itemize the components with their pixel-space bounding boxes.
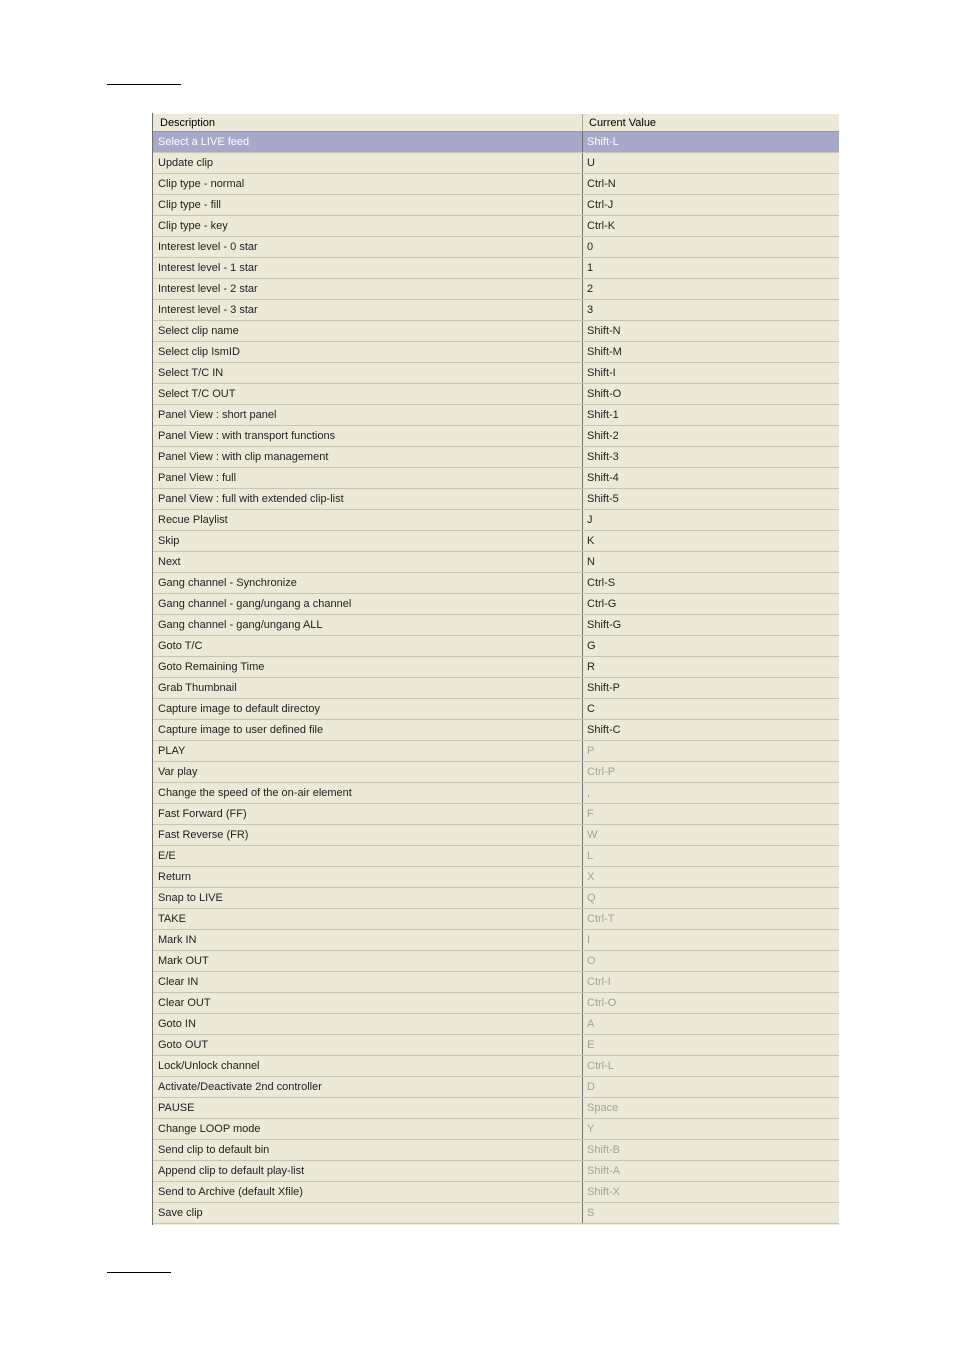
row-description: Fast Reverse (FR) bbox=[153, 825, 583, 845]
row-description: Goto OUT bbox=[153, 1035, 583, 1055]
table-row[interactable] bbox=[153, 615, 839, 636]
table-row[interactable] bbox=[153, 426, 839, 447]
row-description: Capture image to user defined file bbox=[153, 720, 583, 740]
row-current-value[interactable]: Y bbox=[587, 1123, 595, 1135]
table-row[interactable] bbox=[153, 657, 839, 678]
row-current-value[interactable]: L bbox=[587, 850, 594, 862]
table-row[interactable] bbox=[153, 1140, 839, 1161]
table-row[interactable] bbox=[153, 531, 839, 552]
table-row[interactable] bbox=[153, 1056, 839, 1077]
row-current-value[interactable]: , bbox=[587, 787, 591, 799]
row-current-value[interactable]: Shift-C bbox=[587, 724, 621, 736]
table-row[interactable] bbox=[153, 573, 839, 594]
table-row[interactable] bbox=[153, 447, 839, 468]
row-description: Goto Remaining Time bbox=[153, 657, 583, 677]
row-description: Var play bbox=[153, 762, 583, 782]
row-description: Capture image to default directoy bbox=[153, 699, 583, 719]
row-current-value[interactable]: Shift-A bbox=[587, 1165, 621, 1177]
table-row[interactable] bbox=[153, 699, 839, 720]
table-row[interactable] bbox=[153, 762, 839, 783]
row-description: Snap to LIVE bbox=[153, 888, 583, 908]
table-row[interactable] bbox=[153, 174, 839, 195]
shortcut-grid bbox=[152, 113, 839, 1225]
table-row[interactable] bbox=[153, 552, 839, 573]
row-description: Mark IN bbox=[153, 930, 583, 950]
row-description: Recue Playlist bbox=[153, 510, 583, 530]
row-current-value[interactable]: X bbox=[587, 871, 595, 883]
table-row[interactable] bbox=[153, 258, 839, 279]
row-description: Send clip to default bin bbox=[153, 1140, 583, 1160]
row-description: Gang channel - Synchronize bbox=[153, 573, 583, 593]
row-description: Activate/Deactivate 2nd controller bbox=[153, 1077, 583, 1097]
row-current-value[interactable]: Shift-1 bbox=[587, 409, 619, 421]
row-current-value[interactable]: Shift-N bbox=[587, 325, 621, 337]
row-current-value[interactable]: C bbox=[587, 703, 595, 715]
row-current-value[interactable]: 3 bbox=[587, 304, 594, 316]
row-description: Select T/C OUT bbox=[153, 384, 583, 404]
row-description: Clip type - normal bbox=[153, 174, 583, 194]
row-description: Select T/C IN bbox=[153, 363, 583, 383]
row-description: Send to Archive (default Xfile) bbox=[153, 1182, 583, 1202]
row-description: Interest level - 0 star bbox=[153, 237, 583, 257]
row-description: PLAY bbox=[153, 741, 583, 761]
row-current-value[interactable]: 0 bbox=[587, 241, 594, 253]
table-row[interactable] bbox=[153, 216, 839, 237]
row-description: Goto IN bbox=[153, 1014, 583, 1034]
row-current-value[interactable]: Ctrl-S bbox=[587, 577, 616, 589]
row-current-value[interactable]: Ctrl-O bbox=[587, 997, 617, 1009]
table-row[interactable] bbox=[153, 1098, 839, 1119]
row-description: PAUSE bbox=[153, 1098, 583, 1118]
row-description: Interest level - 2 star bbox=[153, 279, 583, 299]
row-current-value[interactable]: A bbox=[587, 1018, 595, 1030]
row-description: Return bbox=[153, 867, 583, 887]
row-description: Interest level - 3 star bbox=[153, 300, 583, 320]
row-description: Skip bbox=[153, 531, 583, 551]
table-row[interactable] bbox=[153, 846, 839, 867]
table-row[interactable] bbox=[153, 363, 839, 384]
row-current-value[interactable]: D bbox=[587, 1081, 595, 1093]
row-current-value[interactable]: Shift-L bbox=[587, 136, 619, 148]
row-current-value[interactable]: Ctrl-J bbox=[587, 199, 614, 211]
row-current-value[interactable]: Shift-O bbox=[587, 388, 622, 400]
row-current-value[interactable]: 1 bbox=[587, 262, 594, 274]
row-description: Interest level - 1 star bbox=[153, 258, 583, 278]
row-description: Select clip IsmID bbox=[153, 342, 583, 362]
row-current-value[interactable]: W bbox=[587, 829, 598, 841]
table-row[interactable] bbox=[153, 1035, 839, 1056]
table-row[interactable] bbox=[153, 783, 839, 804]
row-description: Save clip bbox=[153, 1203, 583, 1223]
row-description: Goto T/C bbox=[153, 636, 583, 656]
table-row[interactable] bbox=[153, 636, 839, 657]
row-description: Clip type - key bbox=[153, 216, 583, 236]
row-description: Clear IN bbox=[153, 972, 583, 992]
row-current-value[interactable]: S bbox=[587, 1207, 595, 1219]
row-description: Fast Forward (FF) bbox=[153, 804, 583, 824]
row-current-value[interactable]: P bbox=[587, 745, 595, 757]
row-description: Gang channel - gang/ungang ALL bbox=[153, 615, 583, 635]
row-current-value[interactable]: E bbox=[587, 1039, 595, 1051]
table-row[interactable] bbox=[153, 153, 839, 174]
grid-header bbox=[153, 113, 839, 132]
column-header-description[interactable]: Description bbox=[153, 114, 583, 131]
row-description: Select clip name bbox=[153, 321, 583, 341]
header-rule bbox=[107, 84, 181, 85]
row-current-value[interactable]: I bbox=[587, 934, 591, 946]
row-description: Mark OUT bbox=[153, 951, 583, 971]
row-description: Next bbox=[153, 552, 583, 572]
table-row[interactable] bbox=[153, 1014, 839, 1035]
table-row[interactable] bbox=[153, 804, 839, 825]
row-description: Panel View : with transport functions bbox=[153, 426, 583, 446]
row-description: Grab Thumbnail bbox=[153, 678, 583, 698]
table-row[interactable] bbox=[153, 1161, 839, 1182]
table-row[interactable] bbox=[153, 132, 839, 153]
table-row[interactable] bbox=[153, 930, 839, 951]
table-row[interactable] bbox=[153, 825, 839, 846]
row-current-value[interactable]: J bbox=[587, 514, 593, 526]
row-description: Change LOOP mode bbox=[153, 1119, 583, 1139]
table-row[interactable] bbox=[153, 972, 839, 993]
row-current-value[interactable]: Ctrl-K bbox=[587, 220, 616, 232]
table-row[interactable] bbox=[153, 720, 839, 741]
row-current-value[interactable]: G bbox=[587, 640, 596, 652]
row-current-value[interactable]: Shift-I bbox=[587, 367, 616, 379]
table-row[interactable] bbox=[153, 1119, 839, 1140]
row-current-value[interactable]: Shift-P bbox=[587, 682, 621, 694]
row-description: Select a LIVE feed bbox=[153, 132, 583, 152]
row-description: Panel View : full with extended clip-list bbox=[153, 489, 583, 509]
row-description: Clear OUT bbox=[153, 993, 583, 1013]
row-description: Update clip bbox=[153, 153, 583, 173]
row-description: TAKE bbox=[153, 909, 583, 929]
row-current-value[interactable]: Shift-B bbox=[587, 1144, 621, 1156]
row-description: E/E bbox=[153, 846, 583, 866]
row-description: Clip type - fill bbox=[153, 195, 583, 215]
column-header-current-value[interactable]: Current Value bbox=[589, 117, 657, 129]
table-row[interactable] bbox=[153, 909, 839, 930]
row-current-value[interactable]: Shift-5 bbox=[587, 493, 619, 505]
table-row[interactable] bbox=[153, 489, 839, 510]
row-current-value[interactable]: Ctrl-N bbox=[587, 178, 616, 190]
row-current-value[interactable]: O bbox=[587, 955, 596, 967]
table-row[interactable] bbox=[153, 741, 839, 762]
table-row[interactable] bbox=[153, 951, 839, 972]
table-row[interactable] bbox=[153, 384, 839, 405]
row-current-value[interactable]: R bbox=[587, 661, 595, 673]
row-current-value[interactable]: Shift-4 bbox=[587, 472, 619, 484]
row-description: Gang channel - gang/ungang a channel bbox=[153, 594, 583, 614]
row-current-value[interactable]: N bbox=[587, 556, 595, 568]
table-row[interactable] bbox=[153, 279, 839, 300]
table-row[interactable] bbox=[153, 195, 839, 216]
row-description: Panel View : full bbox=[153, 468, 583, 488]
table-row[interactable] bbox=[153, 300, 839, 321]
table-row[interactable] bbox=[153, 993, 839, 1014]
row-current-value[interactable]: Shift-M bbox=[587, 346, 622, 358]
row-description: Append clip to default play-list bbox=[153, 1161, 583, 1181]
row-description: Change the speed of the on-air element bbox=[153, 783, 583, 803]
row-current-value[interactable]: Ctrl-P bbox=[587, 766, 616, 778]
row-current-value[interactable]: Shift-G bbox=[587, 619, 622, 631]
row-current-value[interactable]: 2 bbox=[587, 283, 594, 295]
row-current-value[interactable]: Ctrl-I bbox=[587, 976, 611, 988]
table-row[interactable] bbox=[153, 405, 839, 426]
row-current-value[interactable]: Q bbox=[587, 892, 596, 904]
table-row[interactable] bbox=[153, 342, 839, 363]
row-current-value[interactable]: K bbox=[587, 535, 595, 547]
table-row[interactable] bbox=[153, 1203, 839, 1224]
table-row[interactable] bbox=[153, 321, 839, 342]
table-row[interactable] bbox=[153, 594, 839, 615]
row-current-value[interactable]: Ctrl-G bbox=[587, 598, 617, 610]
row-current-value[interactable]: Shift-X bbox=[587, 1186, 621, 1198]
table-row[interactable] bbox=[153, 888, 839, 909]
footer-rule bbox=[107, 1272, 171, 1273]
row-current-value[interactable]: Shift-3 bbox=[587, 451, 619, 463]
table-row[interactable] bbox=[153, 510, 839, 531]
grid-rows bbox=[153, 132, 839, 1224]
row-description: Panel View : with clip management bbox=[153, 447, 583, 467]
table-row[interactable] bbox=[153, 867, 839, 888]
row-description: Panel View : short panel bbox=[153, 405, 583, 425]
row-description: Lock/Unlock channel bbox=[153, 1056, 583, 1076]
row-current-value[interactable]: U bbox=[587, 157, 595, 169]
table-row[interactable] bbox=[153, 1182, 839, 1203]
row-current-value[interactable]: Space bbox=[587, 1102, 619, 1114]
row-current-value[interactable]: Ctrl-T bbox=[587, 913, 615, 925]
row-current-value[interactable]: Ctrl-L bbox=[587, 1060, 614, 1072]
table-row[interactable] bbox=[153, 468, 839, 489]
row-current-value[interactable]: F bbox=[587, 808, 594, 820]
table-row[interactable] bbox=[153, 678, 839, 699]
row-current-value[interactable]: Shift-2 bbox=[587, 430, 619, 442]
table-row[interactable] bbox=[153, 1077, 839, 1098]
table-row[interactable] bbox=[153, 237, 839, 258]
